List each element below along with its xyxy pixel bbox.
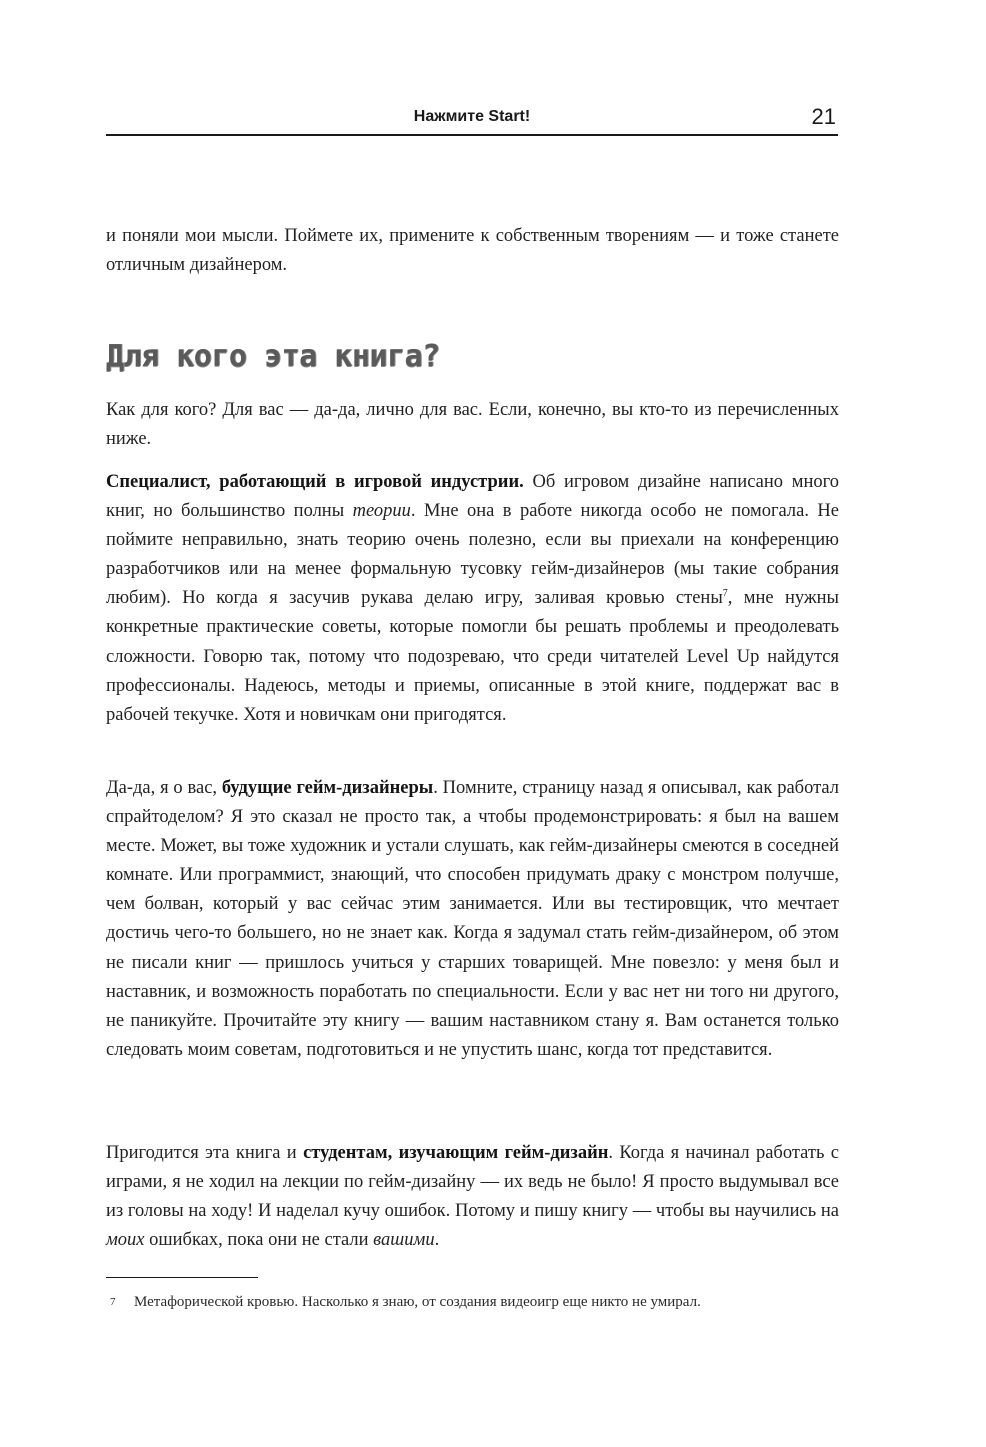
paragraph-4 — [106, 1139, 839, 1255]
paragraph-3-bold: будущие гейм-дизайнеры — [221, 778, 434, 798]
paragraph-4-text-3: ошибках, пока они не стали — [144, 1230, 374, 1251]
paragraph-2 — [106, 468, 839, 730]
footnote-reference[interactable]: 7 — [722, 588, 728, 600]
paragraph-4-italic-2: вашими — [373, 1230, 435, 1251]
intro-text: и поняли мои мысли. Поймете их, примените к собственным творениям — и тоже станете отличным дизайнером. — [106, 226, 839, 276]
paragraph-4-body — [106, 1139, 839, 1255]
paragraph-2-text-2: . Мне она в работе никогда особо не помогала. Не поймите неправильно, знать теорию очень полезно, если вы приехали на конференцию разработчиков или на менее формальную тусовку гейм-дизайнеров (мы такие собрания любим). Но когда я засучив рукава делаю игру, заливая кровью стены — [106, 501, 839, 609]
footnote-text: Метафорической кровью. Насколько я знаю, от создания видеоигр еще никто не умирал. — [134, 1294, 701, 1310]
footnote-number: 7 — [110, 1296, 116, 1308]
paragraph-2-text-1: Об игровом дизайне написано много книг, но большинство полны — [106, 472, 839, 522]
page-number: 21 — [811, 104, 836, 129]
paragraph-3 — [106, 774, 839, 1065]
paragraph-3-text-2: . Помните, страницу назад я описывал, как работал спрайтоделом? Я это сказал не просто так, а чтобы продемонстрировать: я был на вашем месте. Может, вы тоже художник и устали слушать, как гейм-дизайнеры смеются в соседней комнате. Или программист, знающий, что способен придумать драку с монстром получше, чем болван, который у вас сейчас этим занимается. Или вы тестировщик, что мечтает достичь чего-то большего, но не знает как. Когда я задумал стать гейм-дизайнером, об этом не писали книг — пришлось учиться у старших товарищей. Мне повезло: у меня был и наставник, и возможность поработать по специальности. Если у вас нет ни того ни другого, не паникуйте. Прочитайте эту книгу — вашим наставником стану я. Вам останется только следовать моим советам, подготовиться и не упустить шанс, когда тот представится. — [106, 778, 839, 1060]
paragraph-4-text-1: Пригодится эта книга и — [106, 1143, 304, 1163]
section-heading: Для кого эта книга? — [106, 339, 440, 374]
paragraph-3-text-1: Да-да, я о вас, — [106, 778, 222, 798]
paragraph-1 — [106, 396, 839, 454]
paragraph-4-bold: студентам, изучающим гейм-дизайн — [303, 1143, 609, 1163]
paragraph-4-text-2: . Когда я начинал работать с играми, я не ходил на лекции по гейм-дизайну — их ведь не было! Я просто выдумывал все из головы на ходу! И наделал кучу ошибок. Потому и пишу книгу — чтобы вы научились на — [106, 1143, 839, 1222]
paragraph-2-lead: Специалист, работающий в игровой индустрии. — [106, 472, 524, 492]
intro-paragraph — [106, 222, 839, 280]
running-header — [106, 102, 838, 136]
paragraph-2-text-3: , мне нужны конкретные практические советы, которые помогли бы решать проблемы и преодолевать сложности. Говорю так, потому что подозреваю, что среди читателей Level Up найдутся профессионалы. Надеюсь, методы и приемы, описанные в этой книге, поддержат вас в рабочей текучке. Хотя и новичкам они пригодятся. — [106, 588, 839, 725]
paragraph-4-italic-1: моих — [106, 1230, 145, 1251]
footnote-divider — [106, 1277, 258, 1278]
footnote — [106, 1292, 839, 1312]
paragraph-4-text-4: . — [434, 1230, 440, 1251]
running-title: Нажмите Start! — [413, 108, 531, 125]
paragraph-1-text: Как для кого? Для вас — да-да, лично для вас. Если, конечно, вы кто-то из перечисленных ниже. — [106, 400, 839, 450]
paragraph-2-italic: теории — [352, 501, 411, 522]
paragraph-2-body — [106, 468, 839, 730]
paragraph-3-body — [106, 774, 839, 1065]
